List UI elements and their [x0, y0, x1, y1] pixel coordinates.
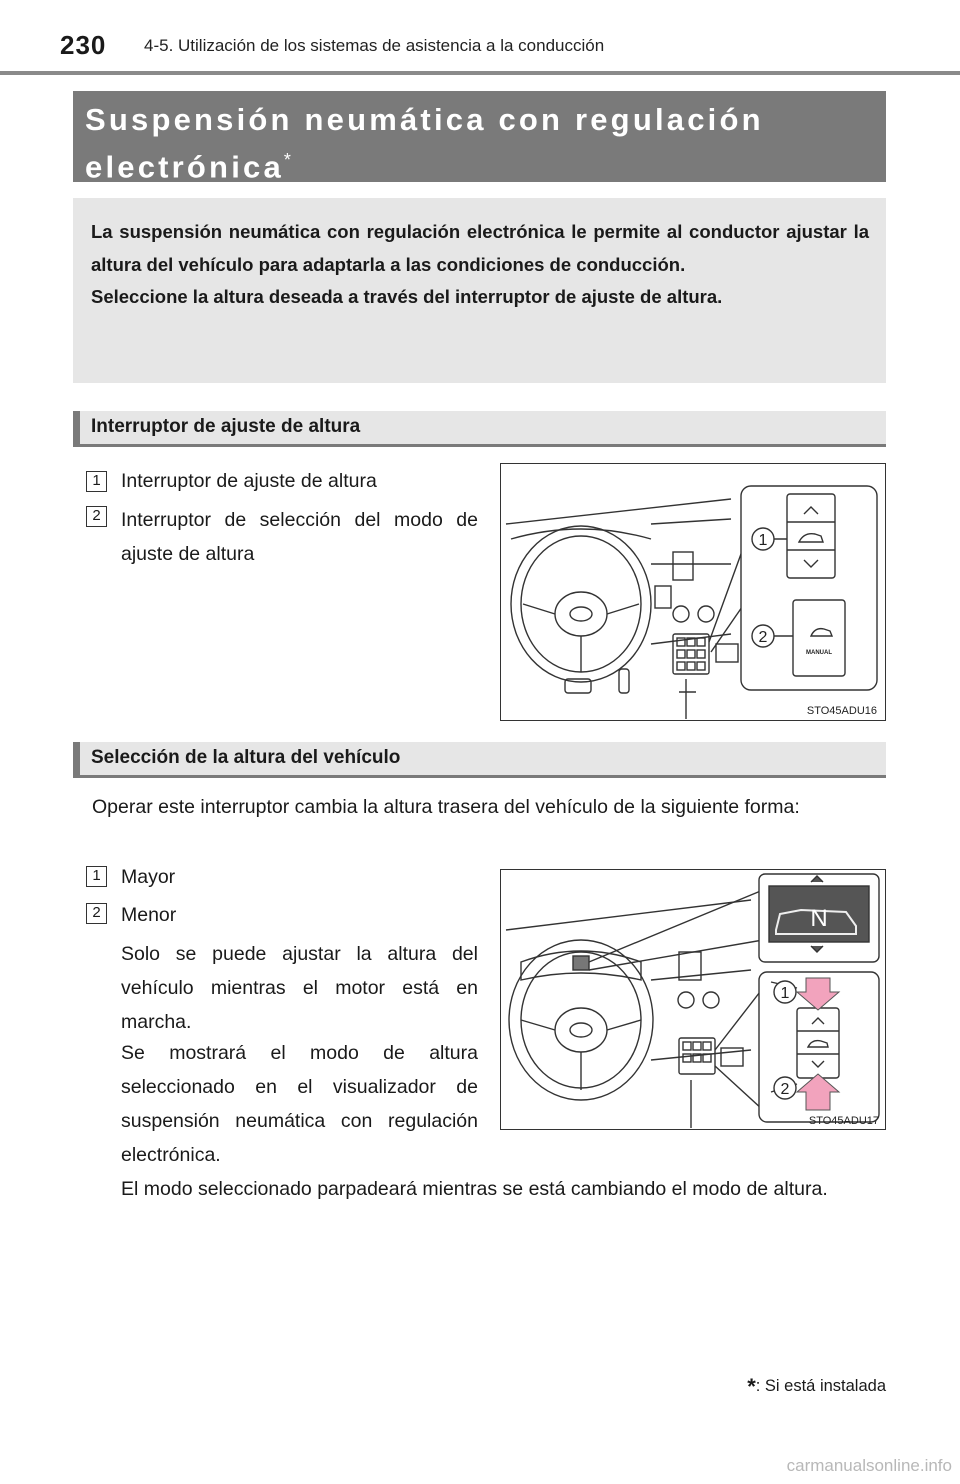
- section-heading-text: Selección de la altura del vehículo: [91, 747, 401, 768]
- figure-height-switch: [500, 463, 886, 721]
- figure-code: STO45ADU17: [808, 1115, 879, 1127]
- title-line-2: electrónica: [85, 149, 284, 185]
- dashboard-display-illustration: [501, 870, 884, 1128]
- section-heading-text: Interruptor de ajuste de altura: [91, 416, 361, 437]
- intro-box: [73, 198, 886, 383]
- callout-1: 1: [758, 532, 768, 549]
- intro-paragraph-1: La suspensión neumática con regulación electrónica le permite al conductor ajustar la altura del vehículo para adaptarla a las condiciones de conducción.: [91, 221, 869, 275]
- callout-2: 2: [780, 1081, 790, 1098]
- item-text: Mayor: [121, 866, 176, 888]
- dashboard-illustration: [501, 464, 884, 719]
- watermark: carmanualsonline.info: [786, 1456, 952, 1475]
- item-number: 1: [86, 866, 107, 887]
- display-mode-letter: N: [810, 905, 828, 932]
- figure-code: STO45ADU16: [806, 705, 877, 717]
- footnote-marker: *: [747, 1374, 756, 1399]
- section-heading-switch: [73, 411, 886, 447]
- item-number: 2: [86, 903, 107, 924]
- callout-1: 1: [780, 985, 790, 1002]
- section-title-box: [73, 91, 886, 185]
- section-title: [85, 99, 764, 187]
- intro-paragraph-2: Seleccione la altura deseada a través del interruptor de ajuste de altura.: [91, 286, 723, 307]
- item-text: Interruptor de ajuste de altura: [121, 470, 377, 492]
- optional-marker: *: [283, 150, 291, 170]
- footnote: [747, 1374, 886, 1400]
- lead-paragraph: Operar este interruptor cambia la altura trasera del vehículo de la siguiente forma:: [92, 796, 800, 818]
- callout-2: 2: [758, 629, 768, 646]
- footnote-text: : Si está instalada: [755, 1377, 886, 1395]
- section-heading-height-selection: [73, 742, 886, 778]
- note-display: Se mostrará el modo de altura seleccionado en el visualizador de suspensión neumática con regulación electrónica.: [121, 1042, 478, 1166]
- manual-button-label: MANUAL: [806, 650, 832, 656]
- title-line-1: Suspensión neumática con regulación: [85, 102, 764, 137]
- note-blinking: El modo seleccionado parpadeará mientras se está cambiando el modo de altura.: [121, 1178, 828, 1200]
- item-number: 2: [86, 506, 107, 527]
- figure-height-selection: [500, 869, 886, 1130]
- item-text: Menor: [121, 904, 177, 926]
- page-number: 230: [60, 30, 107, 60]
- intro-text: [91, 216, 869, 314]
- item-number: 1: [86, 471, 107, 492]
- note-engine: Solo se puede ajustar la altura del vehículo mientras el motor está en marcha.: [121, 943, 478, 1033]
- chapter-title: 4-5. Utilización de los sistemas de asistencia a la conducción: [144, 36, 605, 55]
- item-text: Interruptor de selección del modo de ajuste de altura: [121, 509, 478, 565]
- header-rule: [0, 71, 960, 75]
